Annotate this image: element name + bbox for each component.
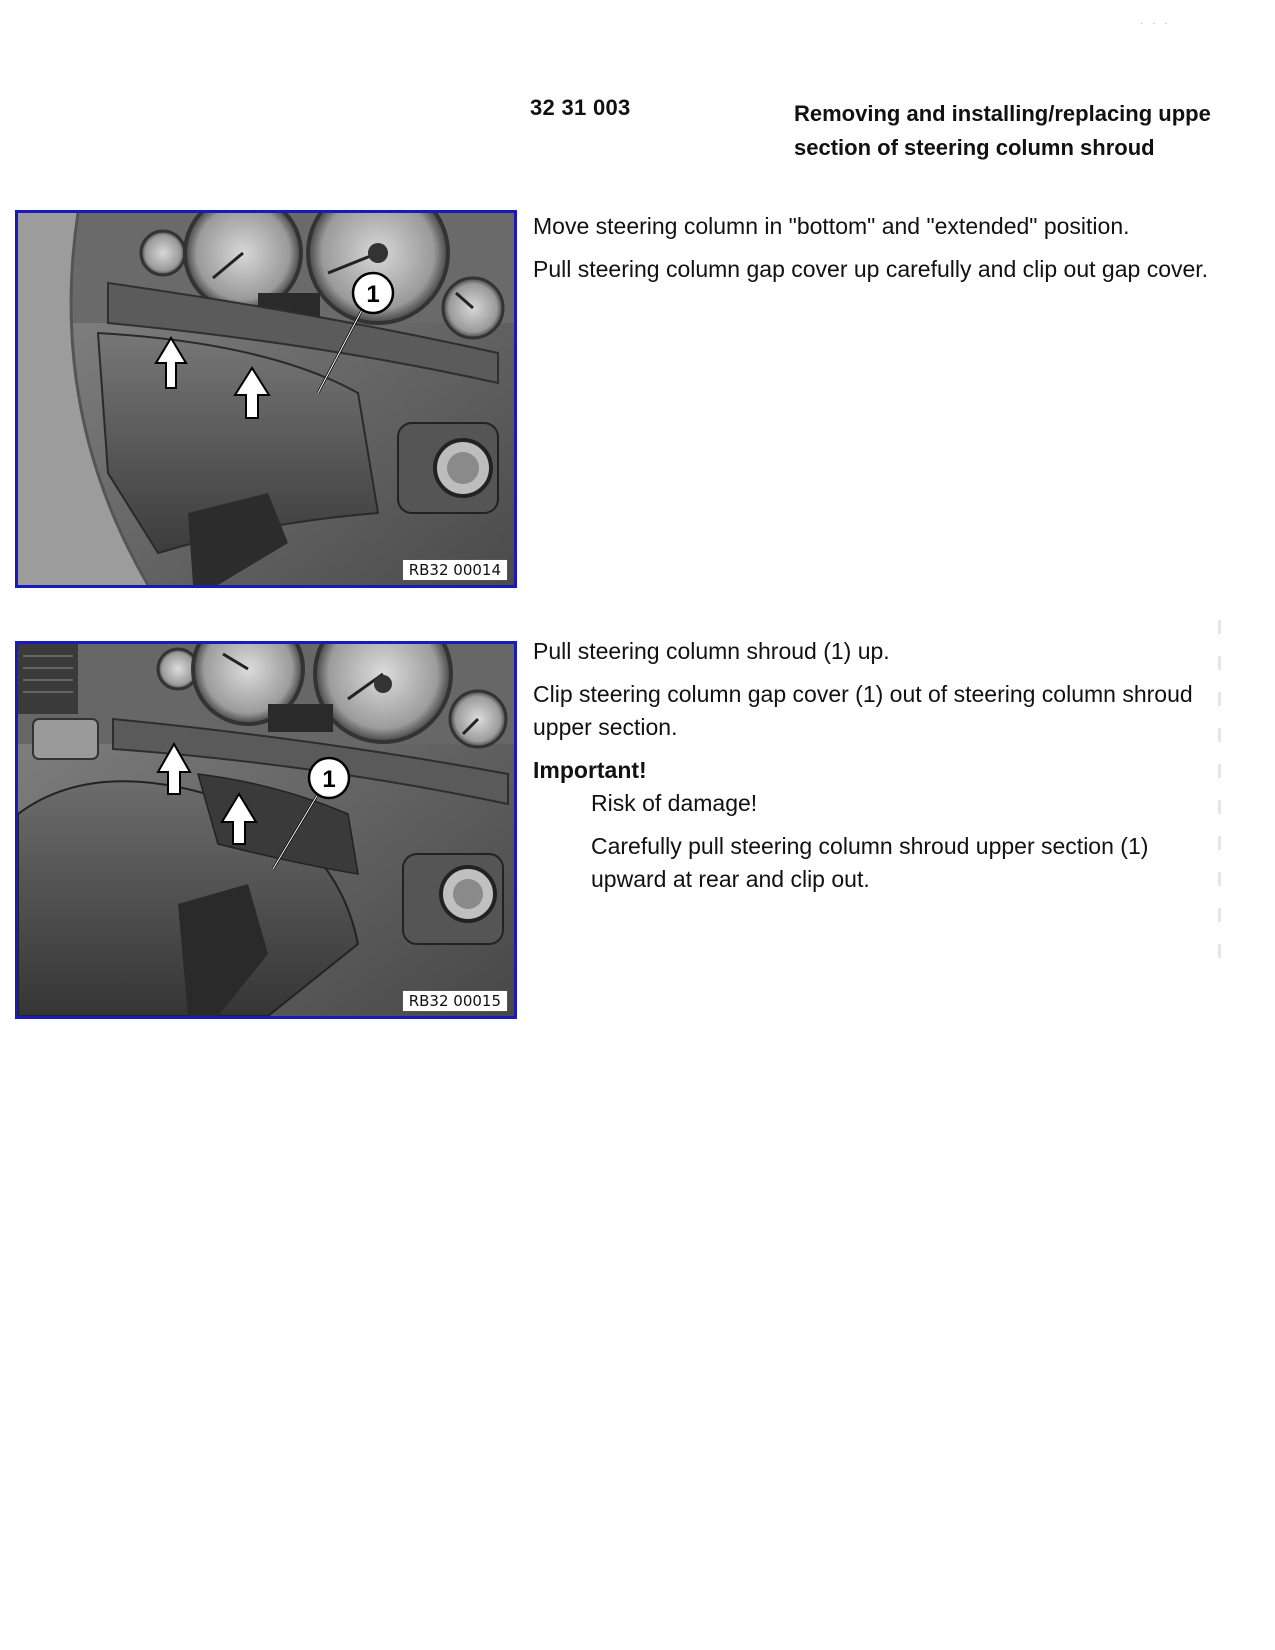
- instruction-text: Carefully pull steering column shroud upper section (1) upward at rear and clip out.: [591, 833, 1149, 892]
- figure-code: RB32 00014: [402, 559, 508, 581]
- procedure-number: 32 31 003: [530, 95, 631, 120]
- callout-number: 1: [322, 766, 336, 793]
- step-2-text: [533, 635, 1213, 906]
- procedure-title: [794, 97, 1224, 165]
- important-label: Important!: [533, 757, 647, 783]
- figure-dashboard-shroud: [15, 641, 517, 1019]
- dashboard-photo-2: [18, 644, 514, 1016]
- step-2-line1: Pull steering column shroud (1) up.: [533, 638, 890, 664]
- scan-edge-artifact: [1218, 620, 1224, 1020]
- scan-artifact: · · ·: [1140, 18, 1171, 29]
- procedure-title-line2: section of steering column shroud: [794, 135, 1155, 160]
- dashboard-photo-1: [18, 213, 514, 585]
- figure-dashboard-gap-cover: [15, 210, 517, 588]
- step-1-line1: Move steering column in "bottom" and "extended" position.: [533, 213, 1130, 239]
- step-1-text: [533, 210, 1213, 296]
- callout-marker: [353, 273, 393, 313]
- callout-marker: [309, 758, 349, 798]
- figure-code: RB32 00015: [402, 990, 508, 1012]
- callout-number: 1: [366, 281, 380, 308]
- procedure-title-line1: Removing and installing/replacing uppe: [794, 101, 1211, 126]
- step-2-line2: Clip steering column gap cover (1) out of steering column shroud upper section.: [533, 681, 1193, 740]
- step-1-line2: Pull steering column gap cover up carefully and clip out gap cover.: [533, 256, 1209, 282]
- warning-text: Risk of damage!: [591, 790, 758, 816]
